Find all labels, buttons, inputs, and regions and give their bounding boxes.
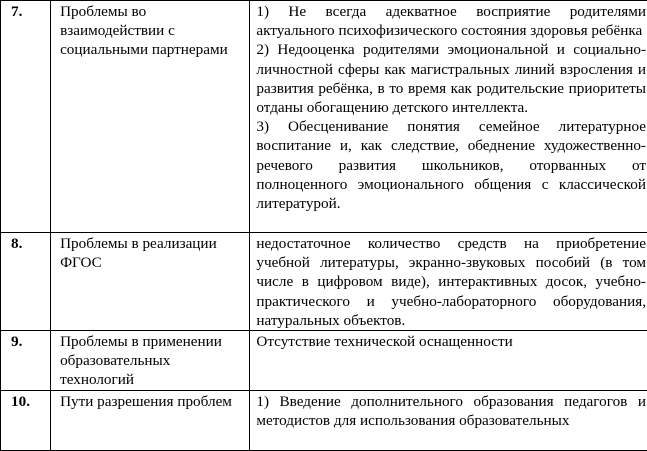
row-number: 8.	[1, 233, 50, 253]
description-item: недостаточное количество средств на приобретение учебной литературы, экранно-звуковых пособий (в том числе в цифровом виде), интерактивных досок, учебно-практического и учебно-лабораторного оборудования, натуральных объектов.	[256, 234, 646, 330]
row-description	[250, 391, 647, 430]
description-item: 3) Обесценивание понятия семейное литературное воспитание и, как следствие, обеднение художественно-речевого развития школьников, оторванных от полноценного эмоционального общения с классической литературой.	[256, 117, 646, 213]
description-item: 2) Недооценка родителями эмоциональной и социально-личностной сферы как магистральных линий взросления и развития ребёнка, в то время как родительские приоритеты отданы обогащению детского интеллекта.	[256, 40, 646, 117]
row-topic: Проблемы во взаимодействии с социальными партнерами	[51, 1, 249, 60]
description-item: 1) Не всегда адекватное восприятие родителями актуального психофизического состояния здоровья ребёнка	[256, 2, 646, 40]
table-row	[1, 390, 647, 450]
table-row	[1, 331, 647, 391]
row-topic: Проблемы в реализации ФГОС	[51, 233, 249, 272]
row-number: 9.	[1, 331, 50, 351]
row-number: 10.	[1, 391, 50, 411]
table-row	[1, 233, 647, 331]
row-description	[250, 331, 647, 351]
row-description	[250, 1, 647, 213]
description-item: 1) Введение дополнительного образования педагогов и методистов для использования образовательных	[256, 392, 646, 430]
row-topic: Пути разрешения проблем	[51, 391, 249, 411]
row-number: 7.	[1, 1, 50, 21]
row-topic: Проблемы в применении образовательных технологий	[51, 331, 249, 390]
row-description	[250, 233, 647, 330]
description-item: Отсутствие технической оснащенности	[256, 332, 646, 351]
table-row	[1, 1, 647, 233]
